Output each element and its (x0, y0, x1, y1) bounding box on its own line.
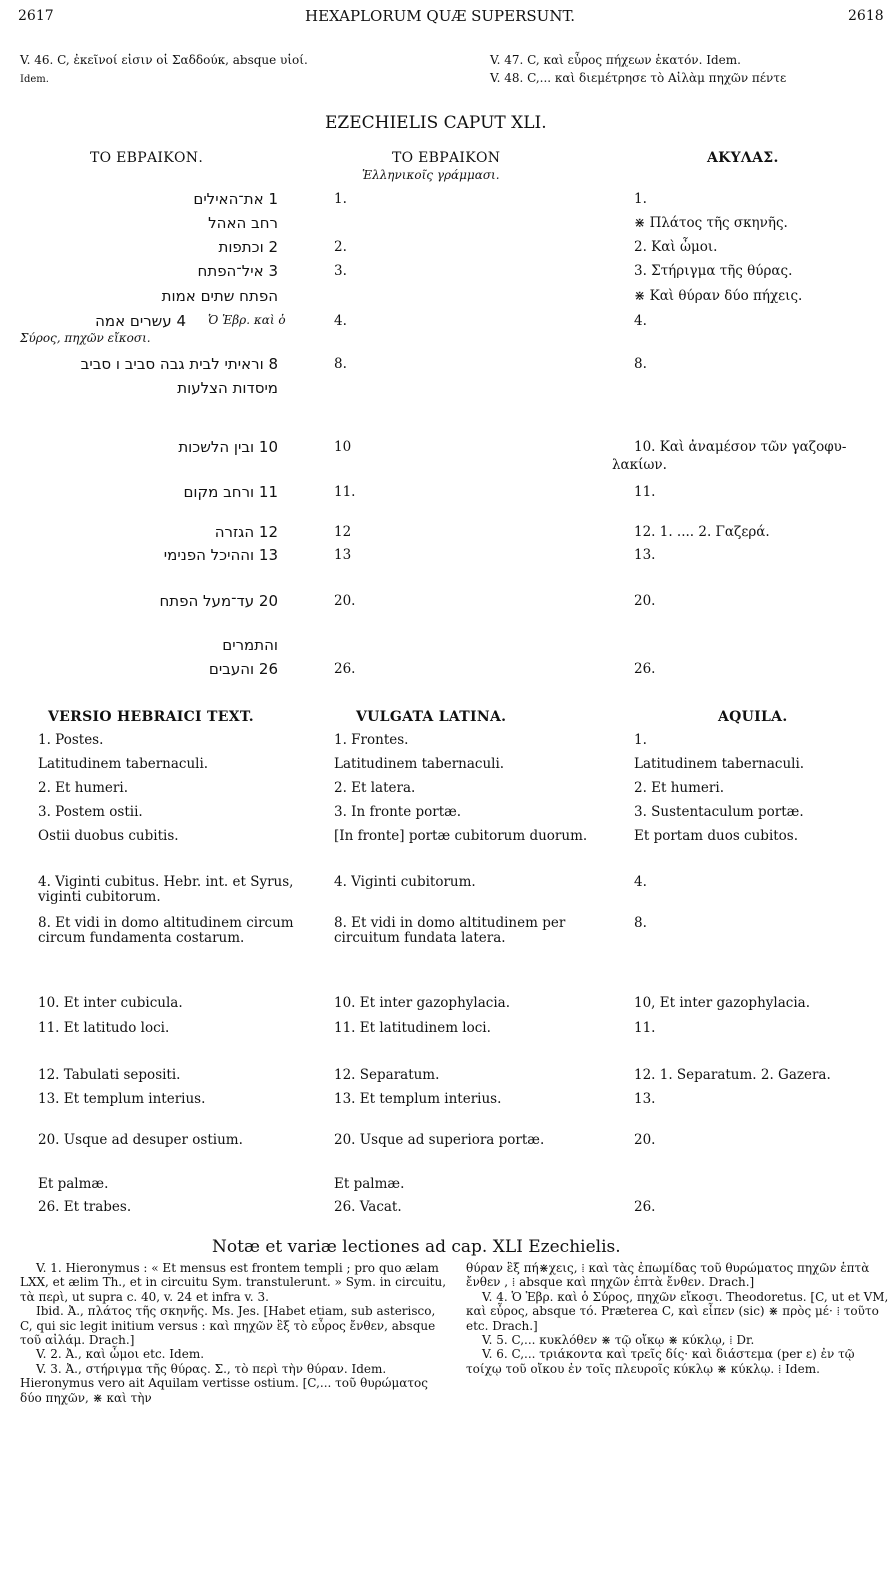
latin-row-hebrew-version: 4. Viginti cubitus. Hebr. int. et Syrus, viginti cubitorum. (38, 874, 294, 905)
greek-row-verse-number: 12 (334, 524, 352, 540)
latin-row-vulgate: 26. Vacat. (334, 1199, 402, 1215)
greek-row-hebrew-note: Σύρος, πηχῶν εἴκοσι. (20, 331, 151, 345)
latin-row-hebrew-version: 12. Tabulati sepositi. (38, 1067, 181, 1083)
latin-row-vulgate: 4. Viginti cubitorum. (334, 874, 476, 890)
latin-row-hebrew-version: 1. Postes. (38, 732, 104, 748)
latin-row-aquila: 4. (634, 874, 647, 890)
greek-row-aquila: 26. (634, 661, 656, 677)
greek-col2-header: ΤΟ ΕΒΡΑΙΚΟΝ (392, 150, 501, 166)
latin-row-aquila: 8. (634, 915, 647, 931)
greek-row-hebrew: 20 עד־מעל הפתח (159, 592, 278, 610)
note-right-4: V. 6. C,... τριάκοντα καὶ τρεῖς δίς· καὶ διάστεμα (per ε) ἐν τῷ τοίχῳ τοῦ οἴκου ἐν τοῖς πλευροῖς κύκλῳ ⋇ κύκλῳ. ⁞ Idem. (466, 1347, 855, 1376)
greek-row-hebrew-note: Ὁ Ἑβρ. καὶ ὁ (208, 313, 286, 327)
latin-row-aquila: Latitudinem tabernaculi. (634, 756, 805, 772)
latin-row-aquila: 20. (634, 1132, 656, 1148)
top-note-left-2: Idem. (20, 74, 49, 85)
latin-row-aquila: 3. Sustentaculum portæ. (634, 804, 804, 820)
latin-row-aquila: 10, Et inter gazophylacia. (634, 995, 810, 1011)
latin-row-hebrew-version: 10. Et inter cubicula. (38, 995, 183, 1011)
latin-row-vulgate: 10. Et inter gazophylacia. (334, 995, 510, 1011)
greek-row-verse-number: 13 (334, 547, 352, 563)
latin-row-hebrew-version: 11. Et latitudo loci. (38, 1020, 170, 1036)
latin-row-vulgate: 8. Et vidi in domo altitudinem per circuitum fundata latera. (334, 915, 566, 946)
latin-col1-header: VERSIO HEBRAICI TEXT. (48, 709, 254, 725)
greek-row-hebrew: 8 וראיתי לבית גבה סביב ו סביב (80, 355, 278, 373)
greek-row-hebrew: 26 והעבים (208, 660, 278, 678)
greek-row-aquila: 4. (634, 313, 647, 329)
latin-row-hebrew-version: 26. Et trabes. (38, 1199, 132, 1215)
top-note-left-1: V. 46. C, ἐκεῖνοί εἰσιν οἱ Σαδδούκ, absque υἱοί. (20, 53, 308, 67)
greek-row-hebrew: 4 עשרים אמה (95, 312, 186, 330)
latin-row-aquila: 26. (634, 1199, 656, 1215)
latin-row-hebrew-version: 2. Et humeri. (38, 780, 128, 796)
latin-row-aquila: 2. Et humeri. (634, 780, 724, 796)
greek-col3-header: ΑΚΥΛΑΣ. (707, 150, 779, 166)
greek-row-hebrew: הפתח שתים אמות (161, 287, 278, 305)
greek-row-aquila: ⋇ Καὶ θύραν δύο πήχεις. (634, 288, 803, 304)
greek-row-hebrew: 2 וכתפות (218, 238, 278, 256)
latin-row-vulgate: 11. Et latitudinem loci. (334, 1020, 491, 1036)
greek-row-aquila: 12. 1. .... 2. Γαζερά. (634, 524, 770, 540)
greek-row-aquila: 8. (634, 356, 647, 372)
greek-row-verse-number: 1. (334, 191, 347, 207)
greek-row-verse-number: 26. (334, 661, 356, 677)
top-note-right-1: V. 47. C, καὶ εὖρος πήχεων ἑκατόν. Idem. (490, 53, 741, 67)
note-right-3: V. 5. C,... κυκλόθεν ⋇ τῷ οἴκῳ ⋇ κύκλῳ, ⁞ Dr. (482, 1333, 755, 1348)
latin-row-hebrew-version: Latitudinem tabernaculi. (38, 756, 209, 772)
running-title: HEXAPLORUM QUÆ SUPERSUNT. (305, 7, 576, 25)
greek-row-aquila: 11. (634, 484, 656, 500)
latin-row-aquila: Et portam duos cubitos. (634, 828, 799, 844)
latin-row-vulgate: 2. Et latera. (334, 780, 416, 796)
greek-row-aquila: 2. Καὶ ὦμοι. (634, 239, 718, 255)
note-right-2: V. 4. Ὁ Ἑβρ. καὶ ὁ Σύρος, πηχῶν εἴκοσι. Theodoretus. [C, ut et VM, καὶ εὖρος, absque τό. Præterea C, καὶ εἶπεν (sic) ⋇ πρὸς μέ· ⁞ τοῦτο etc. Drach.] (466, 1289, 889, 1333)
greek-row-verse-number: 8. (334, 356, 347, 372)
greek-row-verse-number: 20. (334, 593, 356, 609)
greek-row-hebrew: והתמרים (222, 636, 278, 654)
latin-row-hebrew-version: Et palmæ. (38, 1176, 109, 1192)
page-number-left: 2617 (18, 8, 54, 24)
latin-row-hebrew-version: 20. Usque ad desuper ostium. (38, 1132, 243, 1148)
greek-row-aquila-cont: λακίων. (612, 457, 667, 473)
greek-row-hebrew: רחב האהל (208, 214, 278, 232)
latin-row-aquila: 13. (634, 1091, 656, 1107)
greek-row-hebrew: 10 ובין הלשכות (178, 438, 278, 456)
latin-row-vulgate: 3. In fronte portæ. (334, 804, 462, 820)
note-left-4: V. 3. Ἀ., στήριγμα τῆς θύρας. Σ., τὸ περὶ τὴν θύραν. Idem. Hieronymus vero ait Aquilam vertisse ostium. [C,... τοῦ θυρώματος δύο πηχῶν, ⋇ καὶ τὴν (20, 1361, 428, 1405)
page-number-right: 2618 (848, 8, 884, 24)
latin-row-aquila: 11. (634, 1020, 656, 1036)
latin-col3-header: AQUILA. (718, 709, 788, 725)
greek-col2-subheader: Ἑλληνικοῖς γράμμασι. (362, 168, 500, 182)
note-left-1: V. 1. Hieronymus : « Et mensus est frontem templi ; pro quo ælam LXX, et ælim Th., et in circuitu Sym. transtulerunt. » Sym. in circuitu, τὰ περὶ, ut supra c. 40, v. 24 et infra v. 3. (20, 1261, 447, 1304)
greek-row-aquila: 20. (634, 593, 656, 609)
latin-row-vulgate: 1. Frontes. (334, 732, 409, 748)
notes-left-column (20, 1261, 450, 1405)
greek-row-aquila: 1. (634, 191, 647, 207)
greek-row-hebrew: 12 הגזרה (214, 523, 278, 541)
greek-row-aquila: 10. Καὶ ἀναμέσον τῶν γαζοφυ- (634, 439, 847, 455)
latin-row-vulgate: [In fronte] portæ cubitorum duorum. (334, 828, 588, 844)
greek-row-hebrew: 1 את־האילים (193, 190, 278, 208)
greek-row-verse-number: 10 (334, 439, 352, 455)
latin-row-aquila: 12. 1. Separatum. 2. Gazera. (634, 1067, 831, 1083)
latin-row-hebrew-version: Ostii duobus cubitis. (38, 828, 179, 844)
greek-col1-header: ΤΟ ΕΒΡΑΙΚΟΝ. (90, 150, 204, 166)
note-right-1: θύραν ἓξ πή⋇χεις, ⁞ καὶ τὰς ἐπωμίδας τοῦ θυρώματος πηχῶν ἑπτὰ ἔνθεν , ⁞ absque καὶ πηχῶν ἑπτὰ ἔνθεν. Drach.] (466, 1261, 870, 1290)
greek-row-aquila: 13. (634, 547, 656, 563)
latin-row-vulgate: Latitudinem tabernaculi. (334, 756, 505, 772)
greek-row-verse-number: 2. (334, 239, 347, 255)
note-left-3: V. 2. Ἀ., καὶ ὦμοι etc. Idem. (36, 1347, 205, 1362)
latin-row-vulgate: 13. Et templum interius. (334, 1091, 502, 1107)
notes-right-column (466, 1261, 890, 1376)
greek-row-hebrew: 13 וההיכל הפנימי (163, 546, 278, 564)
top-note-right-2: V. 48. C,... καὶ διεμέτρησε τὸ Αἰλὰμ πηχῶν πέντε (490, 71, 787, 85)
note-left-2: Ibid. Ἀ., πλάτος τῆς σκηνῆς. Ms. Jes. [Habet etiam, sub asterisco, C, qui sic legit initium versus : καὶ πηχῶν ἓξ τὸ εὖρος ἔνθεν, absque τοῦ αἰλάμ. Drach.] (20, 1304, 436, 1348)
latin-row-aquila: 1. (634, 732, 647, 748)
greek-row-hebrew: 11 ורחב מקום (183, 483, 278, 501)
chapter-title: EZECHIELIS CAPUT XLI. (325, 113, 547, 133)
latin-row-vulgate: 20. Usque ad superiora portæ. (334, 1132, 545, 1148)
greek-row-verse-number: 4. (334, 313, 347, 329)
latin-row-hebrew-version: 13. Et templum interius. (38, 1091, 206, 1107)
notes-title: Notæ et variæ lectiones ad cap. XLI Ezechielis. (212, 1237, 621, 1257)
latin-row-vulgate: Et palmæ. (334, 1176, 405, 1192)
greek-row-hebrew-cont: מיסדות הצלעות (177, 379, 278, 397)
greek-row-verse-number: 3. (334, 263, 347, 279)
greek-row-aquila: ⋇ Πλάτος τῆς σκηνῆς. (634, 215, 788, 231)
latin-row-vulgate: 12. Separatum. (334, 1067, 440, 1083)
latin-row-hebrew-version: 3. Postem ostii. (38, 804, 143, 820)
latin-row-hebrew-version: 8. Et vidi in domo altitudinem circum circum fundamenta costarum. (38, 915, 294, 946)
greek-row-aquila: 3. Στήριγμα τῆς θύρας. (634, 263, 793, 279)
latin-col2-header: VULGATA LATINA. (356, 709, 507, 725)
greek-row-verse-number: 11. (334, 484, 356, 500)
greek-row-hebrew: 3 איל־הפתח (197, 262, 278, 280)
